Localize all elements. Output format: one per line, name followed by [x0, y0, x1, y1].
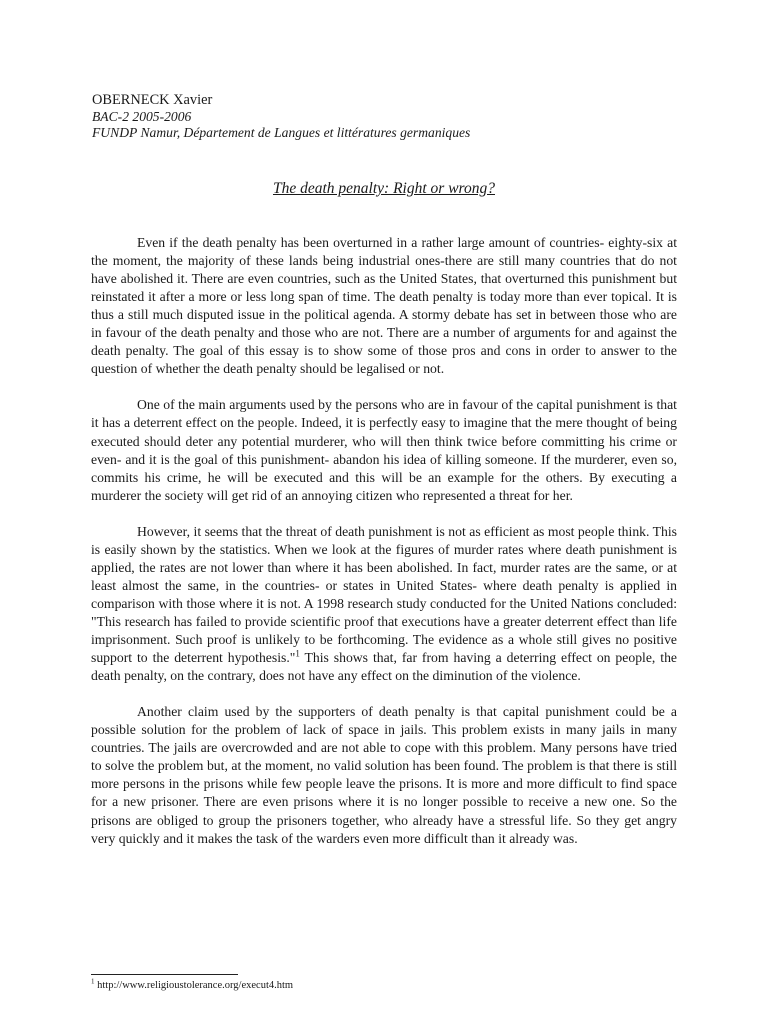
paragraph-4: Another claim used by the supporters of death penalty is that capital punishment could be a possible solution for the problem of lack of space in jails. This problem exists in many jails in many countries. The jails are overcrowded and are not able to cope with this problem. Many persons have tried to solve the problem but, at the moment, no valid solution has been found. The problem is that there is still more persons in the prisons while few people leave the prisons. It is more and more difficult to find space for a new prisoner. There are even prisons where it is no longer possible to receive a new one. So the prisons are obliged to group the prisoners together, who already have a stressful life. So they get angry very quickly and it makes the task of the warders even more difficult than it already was. [91, 704, 677, 846]
paragraph-3 [91, 523, 677, 685]
paragraph-3-continuation: This shows that, far from having a deterring effect on people, the death penalty, on the contrary, does not have any effect on the diminution of the violence. [91, 650, 677, 684]
footnote-divider [91, 974, 238, 975]
footnote-mark: 1 [91, 977, 95, 986]
class-year: BAC-2 2005-2006 [92, 108, 192, 124]
paragraph-2: One of the main arguments used by the persons who are in favour of the capital punishment is that it has a deterrent effect on the people. Indeed, it is perfectly easy to imagine that the mere thought of being executed should deter any potential murderer, who will then think twice before committing his crime or even- and it is the goal of this punishment- abandon his idea of killing someone. If the murderer, even so, commits his crime, he will be executed and this will be an example for the others. By executing a murderer the society will get rid of an annoying citizen who represented a threat for her. [91, 397, 677, 503]
paragraph-3-text: However, it seems that the threat of death punishment is not as efficient as most people think. This is easily shown by the statistics. When we look at the figures of murder rates where death punishment is applied, the rates are not lower than where it has been abolished. In fact, murder rates are the same, or at least almost the same, in the countries- or states in United States- where death penalty is applied in comparison with those where it is not. A 1998 research study conducted for the United Nations concluded: "This research has failed to provide scientific proof that executions have a greater deterrent effect than life imprisonment. Such proof is unlikely to be forthcoming. The evidence as a whole still gives no positive support to the deterrent hypothesis." [91, 523, 677, 666]
essay-body [91, 234, 677, 866]
institution: FUNDP Namur, Département de Langues et littératures germaniques [92, 125, 471, 140]
essay-title: The death penalty: Right or wrong? [272, 180, 495, 197]
author-name: OBERNECK Xavier [92, 92, 213, 108]
footnote-reference: 1 [295, 648, 300, 659]
author-header [92, 92, 470, 142]
footnote [91, 977, 294, 992]
footnote-link[interactable]: http://www.religioustolerance.org/execut4.htm [97, 980, 294, 991]
paragraph-1: Even if the death penalty has been overturned in a rather large amount of countries- eighty-six at the moment, the majority of these lands being industrial ones-there are still many countries that do not have abolished it. There are even countries, such as the United States, that overturned this punishment but reinstated it after a more or less long span of time. The death penalty is today more than ever topical. It is thus a still much disputed issue in the political agenda. A stormy debate has set in between those who are in favour of the death penalty and those who are not. There are a number of arguments for and against the death penalty. The goal of this essay is to show some of those pros and cons in order to answer to the question of whether the death penalty should be legalised or not. [91, 235, 677, 377]
